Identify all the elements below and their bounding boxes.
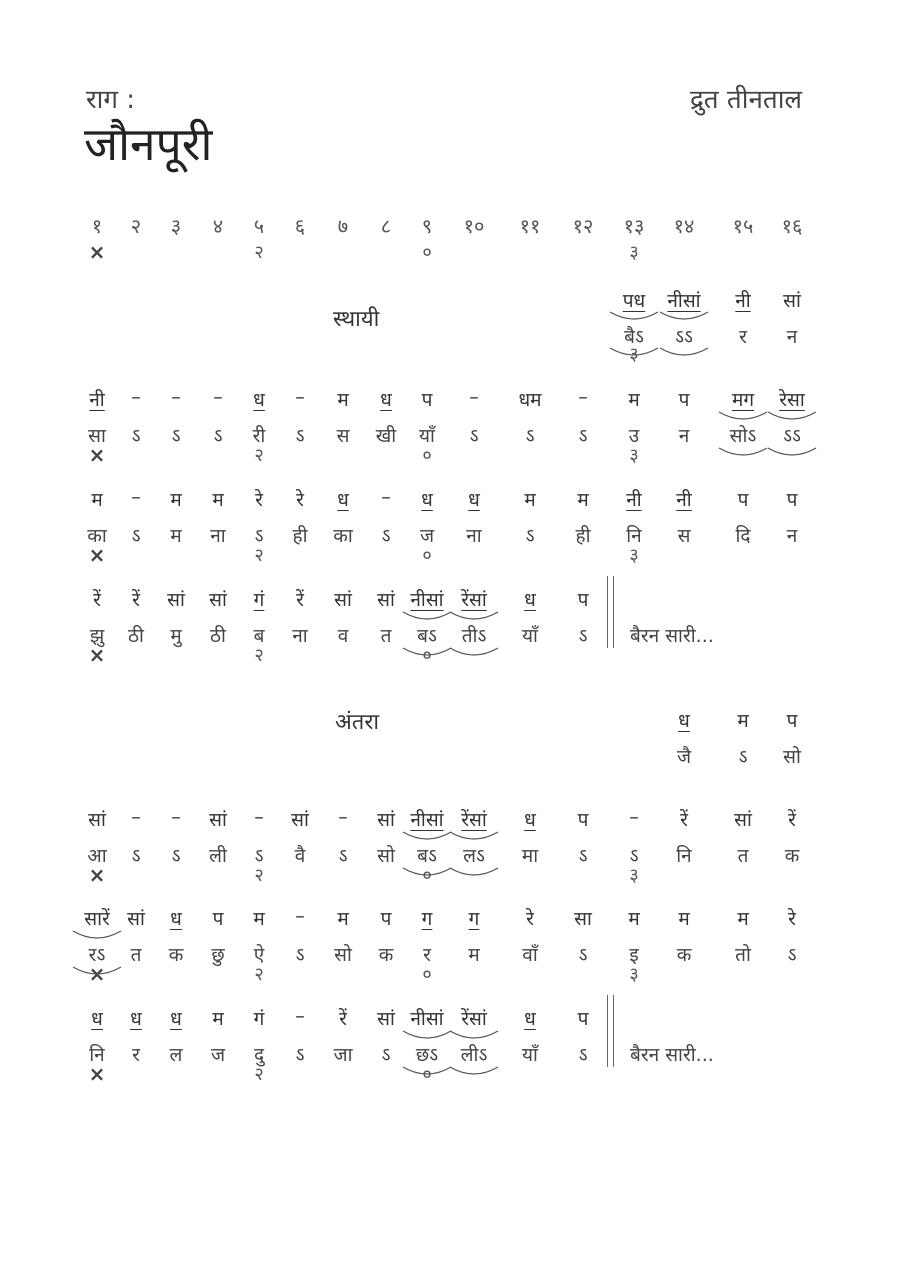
swar-note: – bbox=[381, 486, 391, 508]
swar-note: – bbox=[254, 806, 264, 828]
swar-note: सां bbox=[334, 589, 352, 611]
taal-mark-third: ३ bbox=[629, 445, 639, 466]
meend-arc bbox=[719, 448, 767, 455]
swar-note: सा bbox=[574, 908, 592, 930]
beat-number: १४ bbox=[673, 214, 695, 238]
bol-syllable: ना bbox=[210, 525, 226, 547]
taal-mark-second: २ bbox=[254, 865, 264, 886]
bol-syllable: त bbox=[380, 625, 392, 647]
meend-arc bbox=[768, 448, 816, 455]
double-barline bbox=[607, 576, 614, 648]
beat-number: २ bbox=[130, 214, 142, 238]
sam-mark-cross: × bbox=[88, 443, 106, 467]
taal-mark-second: २ bbox=[254, 242, 264, 263]
swar-note: प bbox=[577, 1008, 589, 1030]
swar-note: – bbox=[295, 1005, 305, 1027]
meend-arc bbox=[450, 868, 498, 875]
bol-syllable: ज bbox=[210, 1044, 226, 1066]
bol-syllable: बऽ bbox=[417, 625, 437, 647]
bol-syllable: सोऽ bbox=[729, 425, 757, 447]
bol-syllable: र bbox=[132, 1044, 140, 1066]
swar-note: म bbox=[337, 908, 349, 930]
bol-syllable: बैऽ bbox=[624, 326, 644, 348]
bol-syllable: झु bbox=[89, 625, 105, 647]
swar-note: धम bbox=[518, 389, 542, 411]
taal-mark-zero: ० bbox=[422, 545, 432, 566]
bol-syllable: ही bbox=[292, 525, 308, 547]
swar-note: म bbox=[678, 908, 690, 930]
bol-syllable: ऽ bbox=[469, 425, 479, 447]
bol-syllable: ऽ bbox=[254, 845, 264, 867]
bol-syllable: ज bbox=[419, 525, 435, 547]
bol-syllable: ऽ bbox=[171, 845, 181, 867]
beat-number: ८ bbox=[380, 214, 392, 238]
double-barline bbox=[607, 995, 614, 1067]
bol-syllable: क bbox=[378, 944, 394, 966]
sam-mark-cross: × bbox=[88, 962, 106, 986]
bol-syllable: मु bbox=[170, 625, 182, 647]
swar-note: प bbox=[380, 908, 392, 930]
bol-syllable: तीऽ bbox=[461, 625, 487, 647]
bol-syllable: त bbox=[737, 845, 749, 867]
bol-syllable: आ bbox=[87, 845, 107, 867]
swar-note: ध bbox=[524, 1008, 536, 1030]
swar-note: मग bbox=[731, 389, 755, 411]
swar-note: ध bbox=[678, 710, 690, 732]
bol-syllable: ऽ bbox=[131, 525, 141, 547]
taal-mark-second: २ bbox=[254, 964, 264, 985]
bol-syllable: ऽ bbox=[131, 845, 141, 867]
bol-syllable: ऽऽ bbox=[675, 326, 693, 348]
bol-syllable: नि bbox=[89, 1044, 105, 1066]
raga-name: जौनपूरी bbox=[84, 117, 213, 171]
meend-arc bbox=[450, 832, 498, 839]
bol-syllable: रऽ bbox=[88, 944, 106, 966]
bol-syllable: ऽ bbox=[338, 845, 348, 867]
swar-note: प bbox=[678, 389, 690, 411]
beat-number: ३ bbox=[170, 214, 182, 238]
bol-syllable: ऽ bbox=[295, 944, 305, 966]
swar-note: म bbox=[337, 389, 349, 411]
bol-syllable: उ bbox=[628, 425, 640, 447]
bol-syllable: ब bbox=[253, 625, 265, 647]
bol-syllable: सो bbox=[783, 746, 801, 768]
beat-number: १ bbox=[91, 214, 103, 238]
swar-note: म bbox=[524, 489, 536, 511]
beat-number: १३ bbox=[623, 214, 645, 238]
swar-note: – bbox=[131, 486, 141, 508]
swar-note: रेंसां bbox=[461, 809, 487, 831]
bol-syllable: याँ bbox=[419, 425, 435, 447]
bol-syllable: ऽऽ bbox=[783, 425, 801, 447]
swar-note: रे bbox=[788, 908, 796, 930]
meend-arc bbox=[403, 612, 451, 619]
swar-note: सां bbox=[734, 809, 752, 831]
bol-syllable: ऽ bbox=[213, 425, 223, 447]
swar-note: ध bbox=[91, 1008, 103, 1030]
sam-mark-cross: × bbox=[88, 1062, 106, 1086]
swar-note: नीसां bbox=[410, 809, 444, 831]
swar-note: – bbox=[131, 806, 141, 828]
taal-name: द्रुत तीनताल bbox=[690, 85, 803, 115]
swar-note: रेंसां bbox=[461, 589, 487, 611]
meend-arc bbox=[610, 312, 658, 319]
swar-note: ध bbox=[253, 389, 265, 411]
swar-note: म bbox=[628, 908, 640, 930]
swar-note: ग bbox=[468, 908, 480, 930]
swar-note: – bbox=[338, 806, 348, 828]
beat-number: १० bbox=[463, 214, 485, 238]
taal-mark-second: २ bbox=[254, 1064, 264, 1085]
bol-syllable: ऽ bbox=[787, 944, 797, 966]
bol-syllable: लऽ bbox=[463, 845, 485, 867]
swar-note: सां bbox=[88, 809, 106, 831]
bol-syllable: ऐ bbox=[253, 944, 265, 966]
swar-note: सां bbox=[127, 908, 145, 930]
meend-arc bbox=[403, 832, 451, 839]
bol-syllable: नि bbox=[626, 525, 642, 547]
beat-number: ५ bbox=[253, 214, 265, 238]
swar-note: सां bbox=[783, 290, 801, 312]
taal-mark-second: २ bbox=[254, 645, 264, 666]
swar-note: सारें bbox=[84, 908, 110, 930]
beat-number: १५ bbox=[732, 214, 754, 238]
bol-syllable: दि bbox=[735, 525, 751, 547]
bol-syllable: छु bbox=[211, 944, 225, 966]
swar-note: प bbox=[577, 809, 589, 831]
beat-number: ७ bbox=[337, 214, 349, 238]
bol-syllable: ऽ bbox=[295, 425, 305, 447]
taal-mark-second: २ bbox=[254, 545, 264, 566]
meend-arc bbox=[660, 348, 708, 355]
swar-note: सां bbox=[167, 589, 185, 611]
meend-arc bbox=[403, 1031, 451, 1038]
bol-syllable: बऽ bbox=[417, 845, 437, 867]
bol-syllable: न bbox=[786, 525, 798, 547]
bol-syllable: नि bbox=[676, 845, 692, 867]
beat-number: ९ bbox=[421, 214, 433, 238]
beat-number: १६ bbox=[781, 214, 803, 238]
beat-number: १२ bbox=[572, 214, 594, 238]
bol-syllable: जा bbox=[333, 1044, 353, 1066]
swar-note: – bbox=[295, 905, 305, 927]
swar-note: गं bbox=[253, 1008, 265, 1030]
swar-note: प bbox=[212, 908, 224, 930]
meend-arc bbox=[450, 1067, 498, 1074]
swar-note: म bbox=[737, 908, 749, 930]
swar-note: म bbox=[212, 489, 224, 511]
swar-note: – bbox=[629, 806, 639, 828]
reprise-text: बैरन सारी... bbox=[630, 1044, 714, 1066]
swar-note: रें bbox=[132, 589, 140, 611]
raga-label: राग : bbox=[86, 85, 136, 115]
bol-syllable: दु bbox=[253, 1044, 265, 1066]
swar-note: – bbox=[171, 386, 181, 408]
bol-syllable: मा bbox=[521, 845, 539, 867]
reprise-text: बैरन सारी... bbox=[630, 625, 714, 647]
bol-syllable: जै bbox=[676, 746, 692, 768]
swar-note: ध bbox=[468, 489, 480, 511]
taal-mark-third: ३ bbox=[629, 242, 639, 263]
swar-note: ध bbox=[524, 809, 536, 831]
section-title-sthayi: स्थायी bbox=[333, 307, 380, 332]
bol-syllable: ऽ bbox=[578, 625, 588, 647]
meend-arc bbox=[73, 931, 121, 938]
swar-note: ध bbox=[524, 589, 536, 611]
swar-note: नी bbox=[89, 389, 105, 411]
bol-syllable: ऽ bbox=[578, 845, 588, 867]
bol-syllable: वै bbox=[294, 845, 306, 867]
beat-number: ४ bbox=[212, 214, 224, 238]
taal-mark-zero: ० bbox=[422, 242, 432, 263]
swar-note: ध bbox=[170, 908, 182, 930]
swar-note: प bbox=[786, 710, 798, 732]
swar-note: रेंसां bbox=[461, 1008, 487, 1030]
swar-note: ध bbox=[130, 1008, 142, 1030]
bol-syllable: ऽ bbox=[629, 845, 639, 867]
swar-note: रे bbox=[296, 489, 304, 511]
swar-note: सां bbox=[377, 1008, 395, 1030]
swar-note: – bbox=[578, 386, 588, 408]
swar-note: ध bbox=[421, 489, 433, 511]
bol-syllable: री bbox=[252, 425, 266, 447]
taal-mark-third: ३ bbox=[629, 964, 639, 985]
bol-syllable: सो bbox=[334, 944, 352, 966]
meend-arc bbox=[450, 1031, 498, 1038]
meend-arc bbox=[768, 412, 816, 419]
bol-syllable: ही bbox=[575, 525, 591, 547]
bol-syllable: इ bbox=[629, 944, 639, 966]
bol-syllable: ऽ bbox=[578, 944, 588, 966]
bol-syllable: त bbox=[130, 944, 142, 966]
swar-note: रे bbox=[255, 489, 263, 511]
swar-note: रे bbox=[526, 908, 534, 930]
bol-syllable: ऽ bbox=[171, 425, 181, 447]
bol-syllable: क bbox=[168, 944, 184, 966]
meend-arc bbox=[719, 412, 767, 419]
bol-syllable: ऽ bbox=[254, 525, 264, 547]
sam-mark-cross: × bbox=[88, 240, 106, 264]
taal-mark-third: ३ bbox=[629, 865, 639, 886]
bol-syllable: क bbox=[784, 845, 800, 867]
meend-arc bbox=[450, 648, 498, 655]
bol-syllable: ना bbox=[466, 525, 482, 547]
swar-note: – bbox=[131, 386, 141, 408]
bol-syllable: तो bbox=[735, 944, 751, 966]
bol-syllable: ल bbox=[169, 1044, 183, 1066]
bol-syllable: याँ bbox=[522, 625, 538, 647]
swar-note: गं bbox=[253, 589, 265, 611]
bol-syllable: ऽ bbox=[381, 1044, 391, 1066]
taal-mark-zero: ० bbox=[422, 865, 432, 886]
swar-note: रें bbox=[680, 809, 688, 831]
bol-syllable: ऽ bbox=[738, 746, 748, 768]
meend-arc bbox=[660, 312, 708, 319]
bol-syllable: न bbox=[678, 425, 690, 447]
swar-note: पध bbox=[622, 290, 646, 312]
swar-note: म bbox=[628, 389, 640, 411]
bol-syllable: र bbox=[739, 326, 747, 348]
swar-note: – bbox=[295, 386, 305, 408]
bol-syllable: सा bbox=[88, 425, 106, 447]
bol-syllable: ठी bbox=[210, 625, 226, 647]
bol-syllable: छऽ bbox=[415, 1044, 439, 1066]
bol-syllable: स bbox=[336, 425, 350, 447]
bol-syllable: ली bbox=[209, 845, 227, 867]
bol-syllable: ऽ bbox=[525, 425, 535, 447]
bol-syllable: व bbox=[337, 625, 349, 647]
bol-syllable: खी bbox=[375, 425, 397, 447]
swar-note: सां bbox=[209, 589, 227, 611]
bol-syllable: लीऽ bbox=[460, 1044, 488, 1066]
bol-syllable: ना bbox=[292, 625, 308, 647]
swar-note: नी bbox=[626, 489, 642, 511]
bol-syllable: का bbox=[333, 525, 353, 547]
swar-note: रेसा bbox=[779, 389, 805, 411]
bol-syllable: ऽ bbox=[295, 1044, 305, 1066]
swar-note: म bbox=[253, 908, 265, 930]
swar-note: म bbox=[91, 489, 103, 511]
bol-syllable: म bbox=[170, 525, 182, 547]
bol-syllable: म bbox=[468, 944, 480, 966]
bol-syllable: सो bbox=[377, 845, 395, 867]
swar-note: ग bbox=[421, 908, 433, 930]
swar-note: म bbox=[212, 1008, 224, 1030]
swar-note: प bbox=[421, 389, 433, 411]
bol-syllable: का bbox=[87, 525, 107, 547]
swar-note: नी bbox=[735, 290, 751, 312]
swar-note: म bbox=[170, 489, 182, 511]
swar-note: ध bbox=[337, 489, 349, 511]
swar-note: रें bbox=[296, 589, 304, 611]
swar-note: – bbox=[213, 386, 223, 408]
taal-mark-second: २ bbox=[254, 445, 264, 466]
bol-syllable: ऽ bbox=[578, 425, 588, 447]
bol-syllable: र bbox=[423, 944, 431, 966]
bol-syllable: ऽ bbox=[525, 525, 535, 547]
beat-number: ११ bbox=[519, 214, 541, 238]
meend-arc bbox=[450, 612, 498, 619]
bol-syllable: ठी bbox=[128, 625, 144, 647]
bol-syllable: ऽ bbox=[578, 1044, 588, 1066]
swar-note: सां bbox=[377, 589, 395, 611]
swar-note: नीसां bbox=[667, 290, 701, 312]
sam-mark-cross: × bbox=[88, 643, 106, 667]
swar-note: सां bbox=[377, 809, 395, 831]
swar-note: रें bbox=[93, 589, 101, 611]
bol-syllable: ऽ bbox=[381, 525, 391, 547]
bol-syllable: वाँ bbox=[522, 944, 538, 966]
swar-note: नीसां bbox=[410, 589, 444, 611]
bol-syllable: न bbox=[786, 326, 798, 348]
section-title-antara: अंतरा bbox=[335, 710, 380, 735]
swar-note: म bbox=[737, 710, 749, 732]
swar-note: नी bbox=[676, 489, 692, 511]
swar-note: प bbox=[737, 489, 749, 511]
swar-note: – bbox=[171, 806, 181, 828]
swar-note: प bbox=[786, 489, 798, 511]
bol-syllable: क bbox=[676, 944, 692, 966]
taal-mark-zero: ० bbox=[422, 445, 432, 466]
swar-note: सां bbox=[291, 809, 309, 831]
swar-note: रें bbox=[788, 809, 796, 831]
swar-note: ध bbox=[170, 1008, 182, 1030]
taal-mark-zero: ० bbox=[422, 964, 432, 985]
swar-note: ध bbox=[380, 389, 392, 411]
bol-syllable: स bbox=[677, 525, 691, 547]
taal-mark-zero: ० bbox=[422, 645, 432, 666]
taal-mark-zero: ० bbox=[422, 1064, 432, 1085]
beat-number: ६ bbox=[294, 214, 306, 238]
taal-mark-third: ३ bbox=[629, 545, 639, 566]
swar-note: प bbox=[577, 589, 589, 611]
taal-mark-third: ३ bbox=[629, 344, 639, 365]
swar-note: सां bbox=[209, 809, 227, 831]
swar-note: – bbox=[469, 386, 479, 408]
swar-note: रें bbox=[339, 1008, 347, 1030]
sam-mark-cross: × bbox=[88, 863, 106, 887]
swar-note: म bbox=[577, 489, 589, 511]
bol-syllable: ऽ bbox=[131, 425, 141, 447]
bol-syllable: याँ bbox=[522, 1044, 538, 1066]
sam-mark-cross: × bbox=[88, 543, 106, 567]
swar-note: नीसां bbox=[410, 1008, 444, 1030]
